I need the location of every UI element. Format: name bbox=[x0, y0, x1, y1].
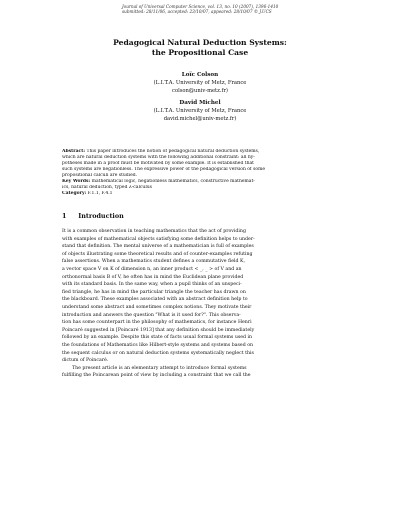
section-number: 1 bbox=[62, 212, 67, 220]
author-name-1: Loïc Colson bbox=[181, 72, 219, 78]
section-heading bbox=[62, 212, 124, 220]
journal-header bbox=[122, 4, 322, 14]
abstract-line: propositional calculi are studied. bbox=[62, 173, 138, 178]
body-text bbox=[62, 228, 338, 380]
body-line: understand some abstract and sometimes complex notions. They motivate their bbox=[62, 304, 252, 310]
section-title: Introduction bbox=[78, 212, 124, 220]
keywords-text: mathematical logic, negationless mathematics, constructive mathemat- bbox=[91, 179, 255, 184]
body-line: dictum of Poincaré. bbox=[62, 358, 109, 364]
body-line: the blackboard. These examples associated with an abstract definition help to bbox=[62, 297, 248, 303]
author-name-2: David Michel bbox=[179, 100, 221, 106]
author-affiliation-2: (L.I.T.A. University of Metz, France bbox=[153, 108, 247, 114]
body-line: the foundations of Mathematics like Hilbert-style systems and systems based on bbox=[62, 342, 254, 348]
abstract-block bbox=[62, 149, 338, 197]
body-line: tion has some counterpart in the philosophy of mathematics, for instance Henri bbox=[62, 320, 252, 326]
body-line: stand that definition. The mental universe of a mathematician is full of examples bbox=[62, 244, 254, 250]
journal-line-1: Journal of Universal Computer Science, vol. 13, no. 10 (2007), 1396-1410 bbox=[122, 4, 279, 9]
abstract-line: potheses made in a proof must be motivated by some example. It is established that bbox=[62, 161, 254, 166]
category-text: F.1.1, F.4.1 bbox=[87, 191, 113, 196]
body-line: Poincaré suggested in [Poincaré 1913] that any definition should be immediately bbox=[62, 327, 255, 333]
author-email-1: colson@univ-metz.fr) bbox=[172, 88, 228, 94]
author-affiliation-1: (L.I.T.A. University of Metz, France bbox=[153, 80, 247, 86]
paper-title-line-2: the Propositional Case bbox=[151, 48, 249, 57]
abstract-label: Abstract: bbox=[62, 149, 86, 154]
category-label: Category: bbox=[62, 191, 87, 196]
abstract-line: such systems are negationless. The expressive power of the pedagogical version of some bbox=[62, 167, 266, 172]
body-line: introduction and answers the question "What is it used for?". This observa- bbox=[62, 312, 241, 318]
body-line: It is a common observation in teaching mathematics that the act of providing bbox=[62, 229, 246, 234]
body-line: the sequent calculus or on natural deduction systems systematically neglect this bbox=[62, 350, 254, 356]
body-line: fulfilling the Poincarean point of view by including a constraint that we call the bbox=[62, 373, 251, 379]
body-line: The present article is an elementary attempt to introduce formal systems bbox=[72, 365, 247, 371]
body-line: fied triangle, he has in mind the particular triangle the teacher has drawn on bbox=[62, 289, 246, 295]
abstract-line: This paper introduces the notion of pedagogical natural deduction systems, bbox=[86, 149, 260, 154]
body-line: with examples of mathematical objects satisfying some definition helps to under- bbox=[62, 236, 255, 242]
journal-line-2: submitted: 28/11/06, accepted: 23/10/07, appeared: 28/10/07 © J.UCS bbox=[122, 9, 272, 15]
keywords-label: Key Words: bbox=[62, 179, 91, 184]
abstract-line: which are natural deduction systems with the following additional constraint: all hy- bbox=[62, 155, 255, 160]
body-line: followed by an example. Despite this state of facts usual formal systems used in bbox=[62, 335, 253, 341]
paper-title-line-1: Pedagogical Natural Deduction Systems: bbox=[113, 38, 287, 47]
body-line: with its standard basis. In the same way, when a pupil thinks of an unspeci- bbox=[62, 282, 242, 288]
author-email-2: david.michel@univ-metz.fr) bbox=[163, 116, 237, 122]
body-line: orthonormal basis B of V, he often has in mind the Euclidean plane provided bbox=[62, 274, 244, 280]
body-line: false assertions. When a mathematics student defines a commutative field K, bbox=[62, 259, 245, 265]
body-line: a vector space V on K of dimension n, an inner product < _, _ > of V and an bbox=[62, 266, 242, 272]
body-line: of objects illustrating some theoretical results and of counter-examples refuting bbox=[62, 251, 253, 257]
keywords-text-cont: ics, natural deduction, typed λ-calculus bbox=[62, 185, 152, 190]
